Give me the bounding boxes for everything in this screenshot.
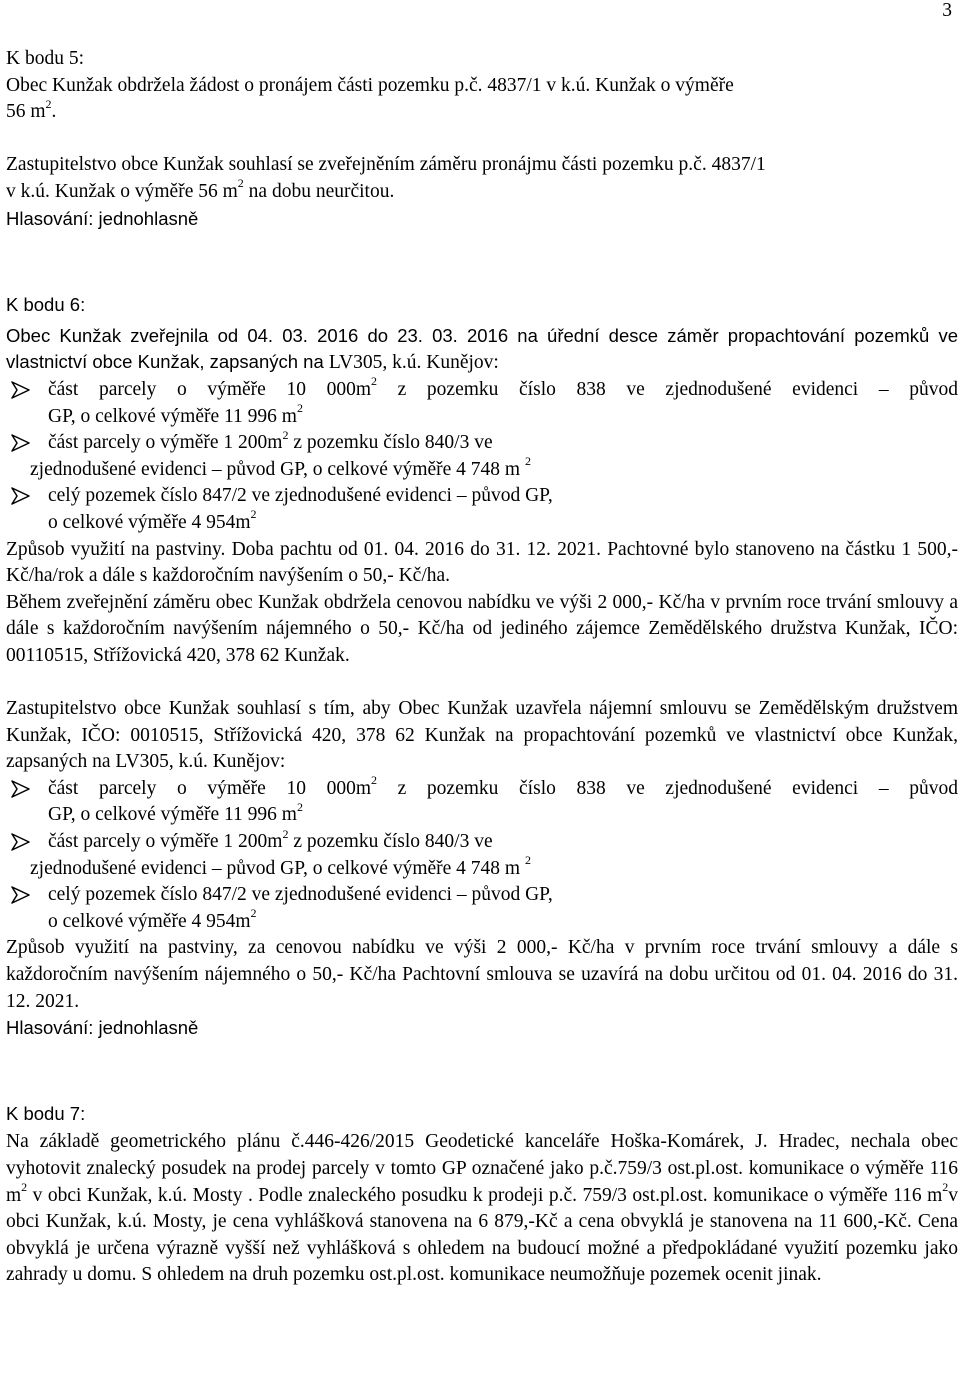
item5-decision-text: Zastupitelstvo obce Kunžak souhlasí se zveřejněním záměru pronájmu části pozemku p.č. 4837/1 (6, 154, 766, 176)
item7-heading: K bodu 7: (6, 1102, 86, 1124)
bullet-line-2: GP, o celkové výměře 11 996 $m^2$ (48, 401, 303, 427)
bullet-line-1: část parcely o výměře 1 $200m^2$ z pozemku číslo 840/3 ve (48, 427, 493, 454)
item7-text-3: v obci Kunžak, k.ú. Mosty, je cena vyhlášková stanovena na 6 879,-Kč a cena obvyklá je stanovena na 11 600,-Kč. Cena obvyklá je určena výrazně vyšší než vyhlášková s ohledem na budoucí možné a předpokládané využití pozemku jako zahrady u domu. S ohledem na druh pozemku ost.pl.ost. komunikace neumožňuje pozemek ocenit jinak. (6, 1184, 958, 1286)
item6-parcel-list (6, 374, 958, 537)
parcel-bullet-item (6, 374, 958, 430)
arrow-bullet-icon (11, 886, 31, 904)
arrow-bullet-icon (11, 780, 31, 798)
item5-decision-end: na dobu neurčitou. (243, 180, 395, 202)
item6-terms: Způsob využití na pastviny, za cenovou nabídku ve výši 2 000,- Kč/ha v prvním roce trvání smlouvy a dále s každoročním navýšením nájemného o 50,- Kč/ha Pachtovní smlouva se uzavírá na dobu určitou od 01. 04. 2016 do 31. 12. 2021. (6, 937, 958, 1012)
item5-decision-sup: 2 (237, 176, 244, 191)
arrow-bullet-icon (11, 381, 31, 399)
item6-heading: K bodu 6: (6, 294, 86, 316)
parcel-bullet-item (6, 882, 958, 935)
item5-section (6, 46, 958, 232)
item5-decision (6, 152, 958, 205)
item6-usage: Způsob využití na pastviny. Doba pachtu od 01. 04. 2016 do 31. 12. 2021. Pachtovné bylo stanoveno na částku 1 500,- Kč/ha/rok a dále s každoročním navýšením o 50,- Kč/ha. (6, 538, 958, 587)
item6-offer: Během zveřejnění záměru obec Kunžak obdržela cenovou nabídku ve výši 2 000,- Kč/ha v prvním roce trvání smlouvy a dále s každoročním navýšením nájemného o 50,- Kč/ha od jediného zájemce Zemědělského družstva Kunžak, IČO: 00110515, Střížovická 420, 378 62 Kunžak. (6, 591, 958, 666)
item5-heading: K bodu 5: (6, 48, 84, 69)
bullet-line-1: celý pozemek číslo 847/2 ve zjednodušené evidenci – původ GP, (48, 884, 553, 906)
bullet-line-1: část parcely o výměře 10 $000m^2$ z pozemku číslo 838 ve zjednodušené evidenci – původ (48, 374, 958, 400)
item5-request-end: . (51, 101, 57, 123)
item6-section (6, 292, 958, 1042)
bullet-line-1: část parcely o výměře 1 $200m^2$ z pozemku číslo 840/3 ve (48, 826, 493, 853)
arrow-bullet-icon (11, 833, 31, 851)
item5-request (6, 73, 958, 126)
item5-decision-area: v k.ú. Kunžak o výměře 56 m (6, 180, 238, 202)
item5-request-area: 56 m (6, 101, 46, 123)
item5-request-sup: 2 (45, 96, 52, 111)
item7-sup-2: 2 (942, 1180, 949, 1195)
item6-decision-parcel-list (6, 773, 958, 936)
document-body (6, 46, 958, 1289)
item6-decision: Zastupitelstvo obce Kunžak souhlasí s tím, aby Obec Kunžak uzavřela nájemní smlouvu se Zemědělským družstvem Kunžak, IČO: 0010515, Střížovická 420, 378 62 Kunžak na propachtování pozemků ve vlastnictví obce Kunžak, zapsaných na LV305, k.ú. Kunějov: (6, 698, 958, 773)
item7-section (6, 1101, 958, 1289)
bullet-line-1: část parcely o výměře 10 $000m^2$ z pozemku číslo 838 ve zjednodušené evidenci – původ (48, 773, 958, 799)
parcel-bullet-item (6, 826, 958, 882)
arrow-bullet-icon (11, 434, 31, 452)
item5-request-text: Obec Kunžak obdržela žádost o pronájem části pozemku p.č. 4837/1 v k.ú. Kunžak o výměře (6, 74, 734, 96)
item7-paragraph (6, 1129, 958, 1289)
parcel-bullet-item (6, 773, 958, 829)
arrow-bullet-icon (11, 487, 31, 505)
bullet-line-2: o celkové výměře 4 $954m^2$ (48, 906, 257, 932)
bullet-line-2: o celkové výměře 4 $954m^2$ (48, 507, 257, 533)
parcel-bullet-item (6, 427, 958, 483)
item7-text-2: v obci Kunžak, k.ú. Mosty . Podle znaleckého posudku k prodeji p.č. 759/3 ost.pl.ost. komunikace o výměře 116 m (27, 1184, 943, 1206)
page-number: 3 (942, 0, 952, 21)
parcel-bullet-item (6, 483, 958, 536)
item6-intro-tail: LV305, k.ú. Kunějov: (328, 352, 499, 374)
bullet-line-2: GP, o celkové výměře 11 996 $m^2$ (48, 799, 303, 826)
bullet-line-2: zjednodušené evidenci – původ GP, o celkové výměře 4 748 m $^2$ (30, 454, 531, 480)
item7-text-1: Na základě geometrického plánu č.446-426/2015 Geodetické kanceláře Hoška-Komárek, J. Hradec, nechala obec vyhotovit znalecký posudek na prodej parcely v tomto GP označené jako p.č.759/3 ost.pl.ost. komunikace o výměře 116 m (6, 1131, 958, 1206)
item5-vote: Hlasování: jednohlasně (6, 207, 199, 229)
bullet-line-1: celý pozemek číslo 847/2 ve zjednodušené evidenci – původ GP, (48, 485, 553, 507)
item7-sup-1: 2 (21, 1180, 28, 1195)
item6-intro (6, 323, 958, 377)
item6-intro-text: Obec Kunžak zveřejnila od 04. 03. 2016 do 23. 03. 2016 na úřední desce záměr propachtování pozemků ve vlastnictví obce Kunžak, zapsaných na (6, 324, 958, 373)
bullet-line-2: zjednodušené evidenci – původ GP, o celkové výměře 4 748 m $^2$ (30, 853, 531, 879)
item6-vote: Hlasování: jednohlasně (6, 1017, 199, 1039)
